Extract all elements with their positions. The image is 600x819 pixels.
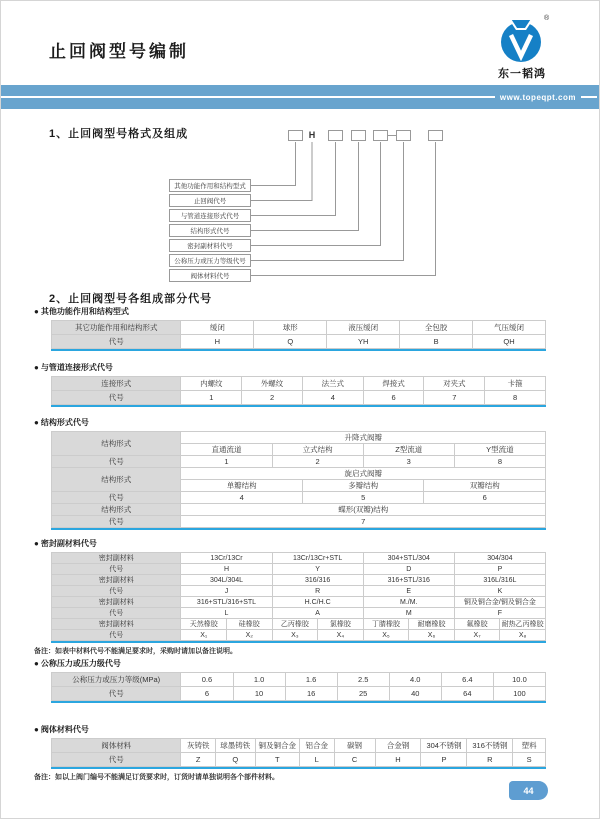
table-cell: B	[400, 335, 473, 349]
table-cell: A	[272, 608, 363, 619]
table-cell: P	[454, 564, 545, 575]
table-cell: P	[421, 753, 467, 767]
table-cell: 旋启式阀瓣	[181, 468, 546, 480]
row-header-cell: 密封副材料	[52, 575, 181, 586]
table-cell: 100	[493, 687, 545, 701]
table-row	[52, 432, 546, 444]
table-cell: Z	[181, 753, 216, 767]
bullet-icon: ●	[34, 724, 39, 734]
table-heading: 阀体材料代号	[40, 724, 89, 734]
row-header-cell: 代号	[52, 753, 181, 767]
table-note: 备注：如以上阀门编号不能满足订货要求时，订货时请单独说明各个部件材料。	[34, 774, 279, 781]
table-cell: 316+STL/316+STL	[181, 597, 272, 608]
table-cell: 对夹式	[424, 377, 485, 391]
table-note: 备注：如表中材料代号不能满足要求时，采购时请加以备注说明。	[34, 648, 237, 655]
diagram-label: 公称压力或压力等级代号	[169, 254, 251, 267]
table-cell: 铜及铜合金/铜及铜合金	[454, 597, 545, 608]
table-cell: QH	[473, 335, 546, 349]
table-row	[52, 739, 546, 753]
row-header-cell: 结构形式	[52, 432, 181, 456]
table-cell: 4	[302, 391, 363, 405]
table-cell: 双瓣结构	[424, 480, 546, 492]
table-cell: 8	[485, 391, 546, 405]
table-cell: YH	[327, 335, 400, 349]
code-table-section-structure	[34, 416, 549, 530]
table-heading: 公称压力或压力级代号	[40, 658, 121, 668]
row-header-cell: 代号	[52, 586, 181, 597]
codes-table	[51, 552, 546, 641]
table-cell: 316L/316L	[454, 575, 545, 586]
table-cell: D	[363, 564, 454, 575]
table-cell: 13Cr/13Cr	[181, 553, 272, 564]
table-cell: 25	[337, 687, 389, 701]
brand-name: 东一韬鸿	[498, 68, 546, 80]
table-row	[52, 687, 546, 701]
table-cell: 立式结构	[272, 444, 363, 456]
code-table-section-pressure	[34, 657, 549, 703]
table-row	[52, 516, 546, 528]
table-cell: H.C/H.C	[272, 597, 363, 608]
table-cell: 硅橡胶	[227, 619, 273, 630]
model-box	[351, 130, 366, 141]
row-header-cell: 代号	[52, 492, 181, 504]
table-cell: M	[363, 608, 454, 619]
diagram-label: 阀体材料代号	[169, 269, 251, 282]
table-cell: 耐热乙丙橡胶	[500, 619, 546, 630]
table-cell: 卡箍	[485, 377, 546, 391]
table-cell: R	[467, 753, 513, 767]
table-cell: 8	[454, 456, 545, 468]
table-cell: 6	[363, 391, 424, 405]
table-cell: 304L/304L	[181, 575, 272, 586]
table-cell: 耐磨橡胶	[409, 619, 455, 630]
table-cell: 10.0	[493, 673, 545, 687]
code-table-section-body-material	[34, 723, 549, 782]
diagram-label: 结构形式代号	[169, 224, 251, 237]
row-header-cell: 代号	[52, 608, 181, 619]
table-row	[52, 575, 546, 586]
bullet-icon: ●	[34, 306, 39, 316]
banner-line	[581, 96, 597, 98]
table-heading: 其他功能作用和结构型式	[40, 306, 129, 316]
table-row	[52, 564, 546, 575]
table-cell: X₇	[454, 630, 500, 641]
table-cell: 2.5	[337, 673, 389, 687]
row-header-cell: 密封副材料	[52, 619, 181, 630]
table-cell: H	[181, 335, 254, 349]
table-cell: 316/316	[272, 575, 363, 586]
table-cell: 全包胶	[400, 321, 473, 335]
table-cell: 7	[181, 516, 546, 528]
table-row	[52, 456, 546, 468]
table-cell: 氯橡胶	[318, 619, 364, 630]
table-cell: X₂	[227, 630, 273, 641]
table-row	[52, 586, 546, 597]
table-cell: 缓闭	[181, 321, 254, 335]
table-row	[52, 492, 546, 504]
table-cell: Q	[254, 335, 327, 349]
table-cell: 3	[363, 456, 454, 468]
table-cell: X₆	[409, 630, 455, 641]
row-header-cell: 结构形式	[52, 504, 181, 516]
bullet-icon: ●	[34, 362, 39, 372]
table-cell: 合金钢	[375, 739, 421, 753]
table-heading: 结构形式代号	[40, 417, 89, 427]
table-cell: 316不锈钢	[467, 739, 513, 753]
code-table-section-connection	[34, 361, 549, 407]
table-cell: R	[272, 586, 363, 597]
table-cell: Q	[216, 753, 256, 767]
row-header-cell: 代号	[52, 335, 181, 349]
section-1-heading: 1、止回阀型号格式及组成	[49, 128, 189, 140]
code-table-section-seal-material	[34, 537, 549, 656]
table-cell: 内螺纹	[181, 377, 242, 391]
table-cell: 法兰式	[302, 377, 363, 391]
codes-table	[51, 738, 546, 767]
bullet-icon: ●	[34, 658, 39, 668]
row-header-cell: 代号	[52, 564, 181, 575]
table-cell: K	[454, 586, 545, 597]
table-cell: 13Cr/13Cr+STL	[272, 553, 363, 564]
table-cell: 1.0	[233, 673, 285, 687]
table-cell: S	[513, 753, 546, 767]
table-cell: E	[363, 586, 454, 597]
model-box	[428, 130, 443, 141]
table-cell: 氟橡胶	[454, 619, 500, 630]
row-header-cell: 公称压力或压力等级(MPa)	[52, 673, 181, 687]
table-cell: 64	[441, 687, 493, 701]
codes-table	[51, 376, 546, 405]
table-cell: 升降式阀瓣	[181, 432, 546, 444]
table-cell: 1.6	[285, 673, 337, 687]
section-2-heading: 2、止回阀型号各组成部分代号	[49, 293, 213, 305]
table-row	[52, 619, 546, 630]
table-cell: 5	[302, 492, 424, 504]
table-cell: 单瓣结构	[181, 480, 303, 492]
table-cell: 丁腈橡胶	[363, 619, 409, 630]
table-cell: 液压缓闭	[327, 321, 400, 335]
table-cell: H	[375, 753, 421, 767]
table-row	[52, 608, 546, 619]
table-cell: 7	[424, 391, 485, 405]
row-header-cell: 其它功能作用和结构形式	[52, 321, 181, 335]
table-cell: 304不锈钢	[421, 739, 467, 753]
table-cell: 304+STL/304	[363, 553, 454, 564]
table-row	[52, 673, 546, 687]
codes-table	[51, 320, 546, 349]
table-cell: 6	[181, 687, 233, 701]
table-cell: 碳钢	[334, 739, 375, 753]
table-cell: X₅	[363, 630, 409, 641]
table-row	[52, 335, 546, 349]
row-header-cell: 结构形式	[52, 468, 181, 492]
row-header-cell: 代号	[52, 456, 181, 468]
table-cell: 蝶形(双瓣)结构	[181, 504, 546, 516]
page-title: 止回阀型号编制	[49, 42, 189, 61]
table-row	[52, 468, 546, 480]
table-cell: 6	[424, 492, 546, 504]
table-cell: 铜及铜合金	[255, 739, 299, 753]
table-cell: X₁	[181, 630, 227, 641]
table-cell: 4	[181, 492, 303, 504]
table-cell: 316+STL/316	[363, 575, 454, 586]
row-header-cell: 阀体材料	[52, 739, 181, 753]
registered-mark: ®	[544, 15, 550, 22]
model-box	[288, 130, 303, 141]
table-cell: 天然橡胶	[181, 619, 227, 630]
table-cell: Y型流道	[454, 444, 545, 456]
table-cell: L	[181, 608, 272, 619]
row-header-cell: 代号	[52, 630, 181, 641]
table-cell: 0.6	[181, 673, 233, 687]
model-box	[396, 130, 411, 141]
table-cell: J	[181, 586, 272, 597]
row-header-cell: 连接形式	[52, 377, 181, 391]
table-cell: Z型流道	[363, 444, 454, 456]
table-cell: 304/304	[454, 553, 545, 564]
row-header-cell: 密封副材料	[52, 553, 181, 564]
table-cell: X₃	[272, 630, 318, 641]
model-letter: H	[308, 130, 316, 140]
table-cell: T	[255, 753, 299, 767]
table-cell: 焊接式	[363, 377, 424, 391]
model-box	[373, 130, 388, 141]
table-cell: 乙丙橡胶	[272, 619, 318, 630]
table-cell: 铝合金	[299, 739, 334, 753]
table-cell: M./M.	[363, 597, 454, 608]
table-cell: 灰铸铁	[181, 739, 216, 753]
diagram-label: 止回阀代号	[169, 194, 251, 207]
table-cell: 2	[272, 456, 363, 468]
row-header-cell: 代号	[52, 391, 181, 405]
table-cell: L	[299, 753, 334, 767]
table-cell: X₈	[500, 630, 546, 641]
table-cell: 6.4	[441, 673, 493, 687]
table-cell: F	[454, 608, 545, 619]
table-cell: 16	[285, 687, 337, 701]
brand-logo-icon	[495, 13, 550, 65]
table-row	[52, 753, 546, 767]
table-cell: 球形	[254, 321, 327, 335]
table-cell: 40	[389, 687, 441, 701]
table-cell: 多瓣结构	[302, 480, 424, 492]
banner-line	[1, 96, 495, 98]
codes-table	[51, 431, 546, 528]
table-cell: 塑料	[513, 739, 546, 753]
table-cell: 1	[181, 456, 272, 468]
bullet-icon: ●	[34, 538, 39, 548]
table-cell: 外螺纹	[242, 377, 303, 391]
model-box	[328, 130, 343, 141]
table-cell: 2	[242, 391, 303, 405]
table-heading: 与管道连接形式代号	[40, 362, 113, 372]
table-row	[52, 630, 546, 641]
diagram-label: 密封副材料代号	[169, 239, 251, 252]
diagram-label: 其他功能作用和结构型式	[169, 179, 251, 192]
table-cell: H	[181, 564, 272, 575]
row-header-cell: 代号	[52, 687, 181, 701]
table-row	[52, 597, 546, 608]
table-row	[52, 553, 546, 564]
row-header-cell: 密封副材料	[52, 597, 181, 608]
page-number-badge: 44	[509, 781, 548, 800]
site-banner	[1, 85, 600, 109]
table-cell: C	[334, 753, 375, 767]
table-cell: Y	[272, 564, 363, 575]
bullet-icon: ●	[34, 417, 39, 427]
table-cell: 球墨铸铁	[216, 739, 256, 753]
codes-table	[51, 672, 546, 701]
table-cell: 气压缓闭	[473, 321, 546, 335]
table-cell: 10	[233, 687, 285, 701]
table-cell: 1	[181, 391, 242, 405]
table-cell: X₄	[318, 630, 364, 641]
table-cell: 4.0	[389, 673, 441, 687]
site-url: www.topeqpt.com	[499, 92, 576, 102]
table-heading: 密封副材料代号	[40, 538, 97, 548]
diagram-label: 与管道连接形式代号	[169, 209, 251, 222]
row-header-cell: 代号	[52, 516, 181, 528]
table-cell: 直通流道	[181, 444, 272, 456]
table-row	[52, 377, 546, 391]
code-table-section-function	[34, 305, 549, 351]
table-row	[52, 391, 546, 405]
table-row	[52, 504, 546, 516]
table-row	[52, 321, 546, 335]
